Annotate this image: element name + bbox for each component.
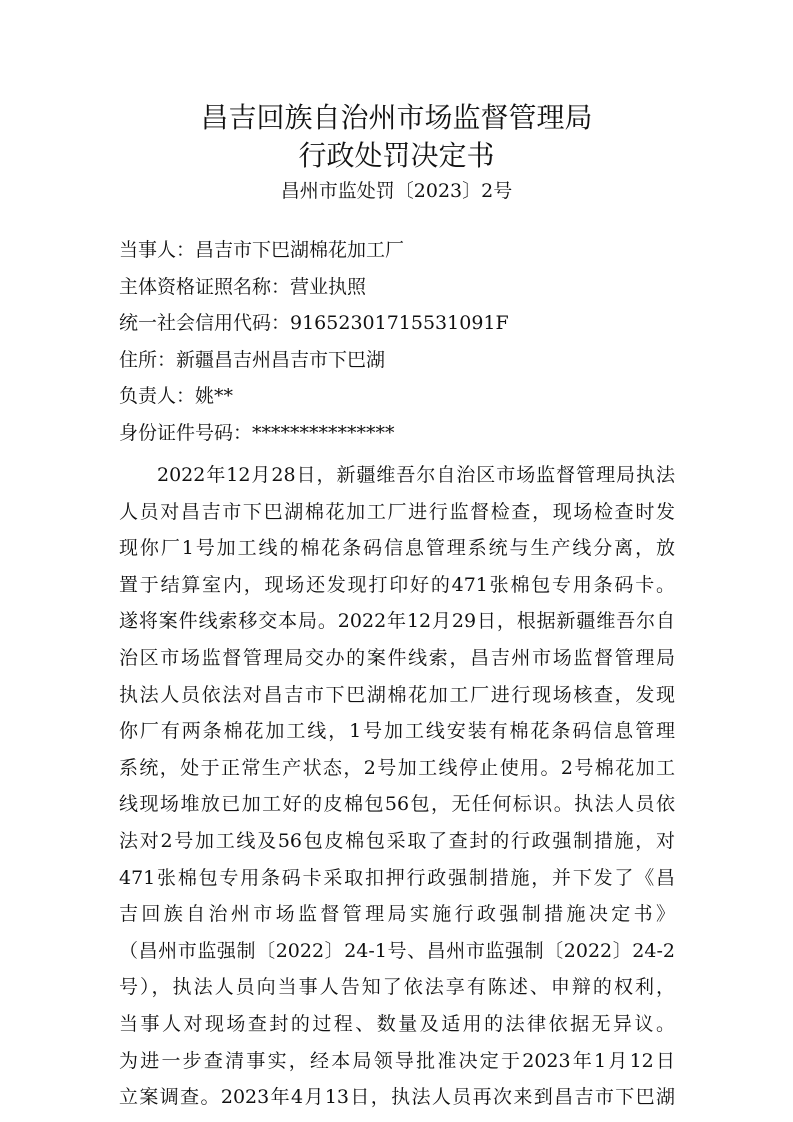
party-name: 当事人：昌吉市下巴湖棉花加工厂	[119, 239, 405, 261]
body-line: 置于结算室内，现场还发现打印好的471张棉包专用条码卡。	[119, 573, 675, 596]
body-line: 号），执法人员向当事人告知了依法享有陈述、申辩的权利，	[119, 976, 675, 999]
body-line: 当事人对现场查封的过程、数量及适用的法律依据无异议。	[119, 1012, 675, 1035]
id-number: 身份证件号码：***************	[119, 421, 395, 444]
body-paragraph	[119, 457, 675, 1116]
body-line: 执法人员依法对昌吉市下巴湖棉花加工厂进行现场核查，发现	[119, 683, 675, 706]
document-title: 行政处罚决定书	[298, 139, 495, 172]
party-info-block	[119, 232, 679, 451]
document-title-agency: 昌吉回族自治州市场监督管理局	[200, 101, 593, 134]
body-line: 人员对昌吉市下巴湖棉花加工厂进行监督检查，现场检查时发	[119, 500, 675, 523]
body-line: 立案调查。2023年4月13日，执法人员再次来到昌吉市下巴湖	[119, 1086, 675, 1109]
address: 住所：新疆昌吉州昌吉市下巴湖	[119, 348, 386, 371]
body-line: 线现场堆放已加工好的皮棉包56包，无任何标识。执法人员依	[119, 793, 675, 816]
responsible-person: 负责人：姚**	[119, 385, 234, 407]
body-line: 遂将案件线索移交本局。2022年12月29日，根据新疆维吾尔自	[119, 610, 675, 633]
credit-code: 统一社会信用代码：91652301715531091F	[119, 312, 509, 334]
document-number: 昌州市监处罚〔2023〕2号	[280, 180, 513, 202]
license-name: 主体资格证照名称：营业执照	[119, 275, 367, 298]
body-line: 系统，处于正常生产状态，2号加工线停止使用。2号棉花加工	[119, 756, 675, 779]
body-line: 治区市场监督管理局交办的案件线索，昌吉州市场监督管理局	[119, 646, 675, 669]
body-line: 你厂有两条棉花加工线，1号加工线安装有棉花条码信息管理	[119, 720, 675, 743]
body-line: 2022年12月28日，新疆维吾尔自治区市场监督管理局执法	[157, 464, 675, 486]
body-line: 为进一步查清事实，经本局领导批准决定于2023年1月12日	[119, 1049, 675, 1072]
body-line: 471张棉包专用条码卡采取扣押行政强制措施，并下发了《昌	[119, 866, 675, 889]
body-line: 吉回族自治州市场监督管理局实施行政强制措施决定书》	[119, 903, 675, 926]
body-line: （昌州市监强制〔2022〕24-1号、昌州市监强制〔2022〕24-2	[119, 939, 675, 962]
body-line: 现你厂1号加工线的棉花条码信息管理系统与生产线分离，放	[119, 537, 675, 560]
body-line: 法对2号加工线及56包皮棉包采取了查封的行政强制措施，对	[119, 829, 675, 852]
